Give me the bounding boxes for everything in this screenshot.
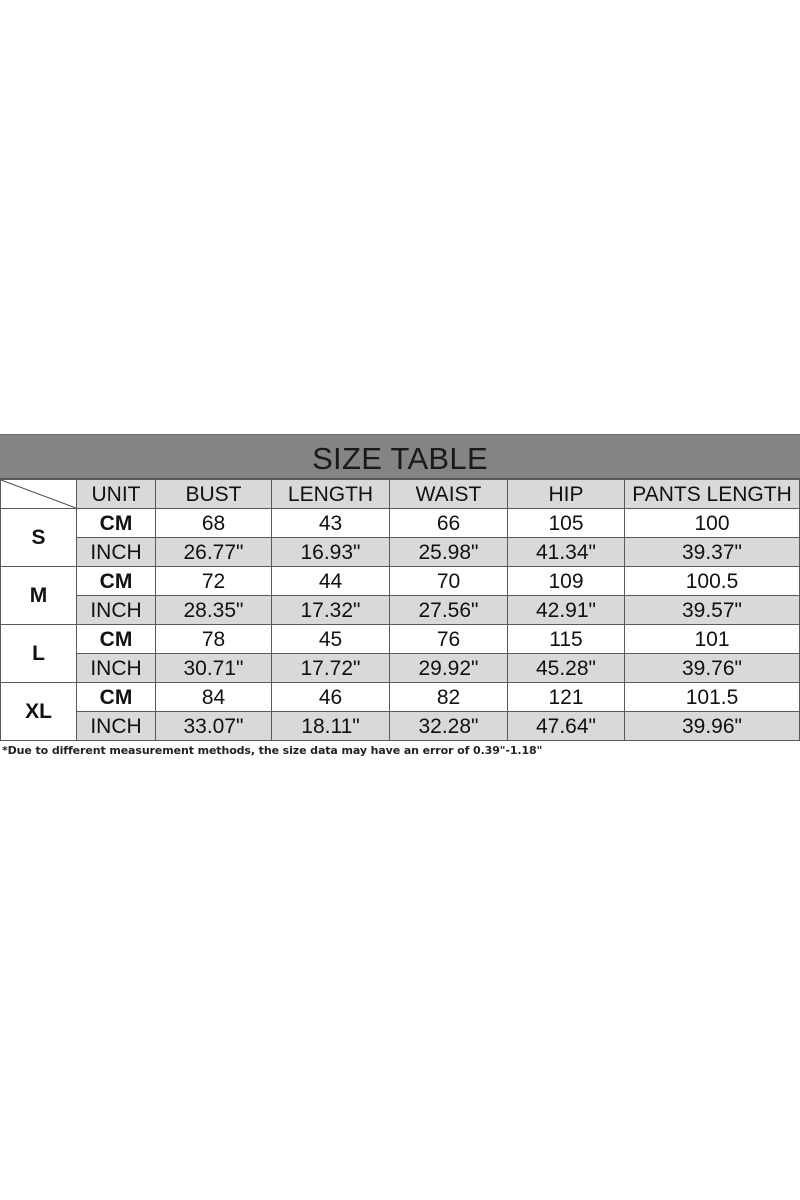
bust-value: 28.35" — [156, 596, 272, 625]
length-value: 46 — [272, 683, 390, 712]
column-header-length: LENGTH — [272, 480, 390, 509]
bust-value: 84 — [156, 683, 272, 712]
pants-length-value: 100 — [625, 509, 800, 538]
hip-value: 47.64" — [508, 712, 625, 741]
unit-cell: INCH — [77, 538, 156, 567]
length-value: 17.32" — [272, 596, 390, 625]
hip-value: 121 — [508, 683, 625, 712]
pants-length-value: 39.57" — [625, 596, 800, 625]
hip-value: 115 — [508, 625, 625, 654]
bust-value: 26.77" — [156, 538, 272, 567]
waist-value: 29.92" — [390, 654, 508, 683]
bust-value: 30.71" — [156, 654, 272, 683]
table-row-xl-cm — [1, 683, 800, 712]
table-row-s-cm — [1, 509, 800, 538]
unit-cell: INCH — [77, 654, 156, 683]
table-row-m-inch — [1, 596, 800, 625]
hip-value: 42.91" — [508, 596, 625, 625]
column-header-pants-length: PANTS LENGTH — [625, 480, 800, 509]
pants-length-value: 39.96" — [625, 712, 800, 741]
length-value: 18.11" — [272, 712, 390, 741]
hip-value: 105 — [508, 509, 625, 538]
unit-cell: CM — [77, 567, 156, 596]
size-table — [0, 479, 800, 741]
corner-cell — [1, 480, 77, 509]
size-label: M — [1, 567, 77, 625]
table-row-xl-inch — [1, 712, 800, 741]
length-value: 17.72" — [272, 654, 390, 683]
length-value: 43 — [272, 509, 390, 538]
pants-length-value: 39.37" — [625, 538, 800, 567]
column-header-unit: UNIT — [77, 480, 156, 509]
table-row-m-cm — [1, 567, 800, 596]
length-value: 45 — [272, 625, 390, 654]
pants-length-value: 101.5 — [625, 683, 800, 712]
hip-value: 109 — [508, 567, 625, 596]
diagonal-divider — [1, 480, 76, 508]
waist-value: 32.28" — [390, 712, 508, 741]
bust-value: 68 — [156, 509, 272, 538]
length-value: 16.93" — [272, 538, 390, 567]
waist-value: 82 — [390, 683, 508, 712]
pants-length-value: 100.5 — [625, 567, 800, 596]
bust-value: 72 — [156, 567, 272, 596]
table-row-l-inch — [1, 654, 800, 683]
column-header-hip: HIP — [508, 480, 625, 509]
hip-value: 41.34" — [508, 538, 625, 567]
column-header-waist: WAIST — [390, 480, 508, 509]
unit-cell: CM — [77, 625, 156, 654]
size-table-title: SIZE TABLE — [0, 434, 800, 479]
pants-length-value: 101 — [625, 625, 800, 654]
unit-cell: INCH — [77, 712, 156, 741]
header-row — [1, 480, 800, 509]
size-label: XL — [1, 683, 77, 741]
size-label: L — [1, 625, 77, 683]
size-label: S — [1, 509, 77, 567]
bust-value: 33.07" — [156, 712, 272, 741]
waist-value: 27.56" — [390, 596, 508, 625]
waist-value: 76 — [390, 625, 508, 654]
unit-cell: INCH — [77, 596, 156, 625]
column-header-bust: BUST — [156, 480, 272, 509]
unit-cell: CM — [77, 509, 156, 538]
hip-value: 45.28" — [508, 654, 625, 683]
waist-value: 25.98" — [390, 538, 508, 567]
waist-value: 70 — [390, 567, 508, 596]
table-row-l-cm — [1, 625, 800, 654]
size-table-section — [0, 434, 800, 757]
table-row-s-inch — [1, 538, 800, 567]
pants-length-value: 39.76" — [625, 654, 800, 683]
waist-value: 66 — [390, 509, 508, 538]
length-value: 44 — [272, 567, 390, 596]
unit-cell: CM — [77, 683, 156, 712]
bust-value: 78 — [156, 625, 272, 654]
measurement-note: *Due to different measurement methods, the size data may have an error of 0.39"-1.18" — [2, 744, 543, 757]
